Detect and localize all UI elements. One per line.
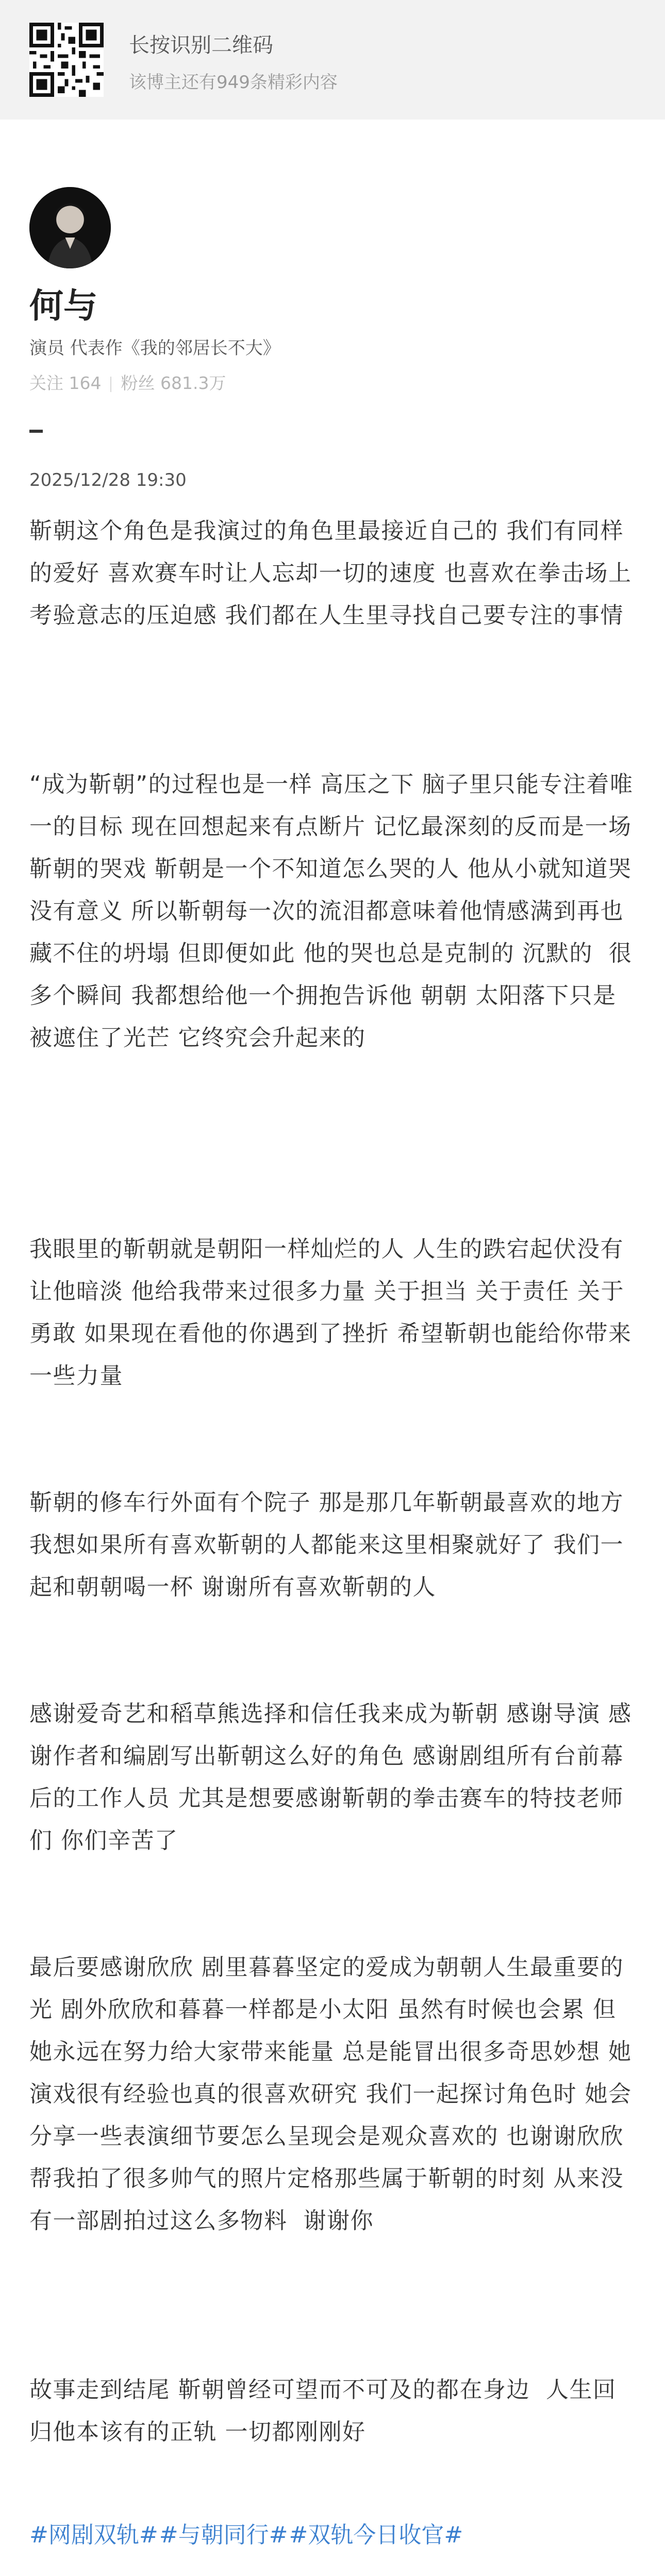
post-paragraph-1: 靳朝这个角色是我演过的角色里最接近自己的 我们有同样的爱好 喜欢赛车时让人忘却一切的速度 也喜欢在拳击场上考验意志的压迫感 我们都在人生里寻找自己要专注的事情 [29,518,632,629]
post-paragraph-7: 故事走到结尾 靳朝曾经可望而不可及的都在身边 人生回归他本该有的正轨 一切都刚刚好 [29,2377,617,2445]
section-divider [29,430,43,433]
post-time: 2025/12/28 19:30 [29,470,187,490]
post-paragraph-6: 最后要感谢欣欣 剧里暮暮坚定的爱成为朝朝人生最重要的光 剧外欣欣和暮暮一样都是小太阳 虽然有时候也会累 但她永远在努力给大家带来能量 总是能冒出很多奇思妙想 她演戏很有经验也真的很喜欢研究 我们一起探讨角色时 她会分享一些表演细节要怎么呈现会是观众喜欢的 也谢谢欣欣帮我拍了很多帅气的照片定格那些属于靳朝的时刻 从来没有一部剧拍过这么多物料 谢谢你 [29,1954,632,2234]
followers-count: 粉丝 681.3万 [121,373,226,393]
author-name[interactable]: 何与 [29,286,97,326]
following-count: 关注 164 [29,373,102,393]
hashtag-link[interactable]: #双轨今日收官# [289,2522,463,2548]
header-subtitle: 该博主还有949条精彩内容 [129,72,338,93]
post-paragraph-5: 感谢爱奇艺和稻草熊选择和信任我来成为靳朝 感谢导演 感谢作者和编剧写出靳朝这么好的角色 感谢剧组所有台前幕后的工作人员 尤其是想要感谢靳朝的拳击赛车的特技老师们 你们辛苦了 [29,1701,632,1854]
hashtag-link[interactable]: #与朝同行# [159,2522,288,2548]
author-description: 演员 代表作《我的邻居长不大》 [29,338,280,359]
post-paragraph-2: “成为靳朝”的过程也是一样 高压之下 脑子里只能专注着唯一的目标 现在回想起来有点断片 记忆最深刻的反而是一场靳朝的哭戏 靳朝是一个不知道怎么哭的人 他从小就知道哭没有意义 所以靳朝每一次的流泪都意味着他情感满到再也藏不住的坍塌 但即便如此 他的哭也总是克制的 沉默的 很多个瞬间 我都想给他一个拥抱告诉他 朝朝 太阳落下只是被遮住了光芒 它终究会升起来的 [29,771,634,1051]
avatar[interactable] [29,187,111,268]
stats-divider [110,377,111,392]
header-title: 长按识别二维码 [129,33,273,57]
author-stats [29,370,226,394]
qr-code-top[interactable] [29,23,104,97]
hashtag-link[interactable]: #网剧双轨# [29,2522,158,2548]
post-paragraph-4: 靳朝的修车行外面有个院子 那是那几年靳朝最喜欢的地方 我想如果所有喜欢靳朝的人都能来这里相聚就好了 我们一起和朝朝喝一杯 谢谢所有喜欢靳朝的人 [29,1489,632,1600]
post-paragraph-3: 我眼里的靳朝就是朝阳一样灿烂的人 人生的跌宕起伏没有让他暗淡 他给我带来过很多力量 关于担当 关于责任 关于勇敢 如果现在看他的你遇到了挫折 希望靳朝也能给你带来一些力量 [29,1236,632,1389]
hashtag-row [29,2514,636,2556]
